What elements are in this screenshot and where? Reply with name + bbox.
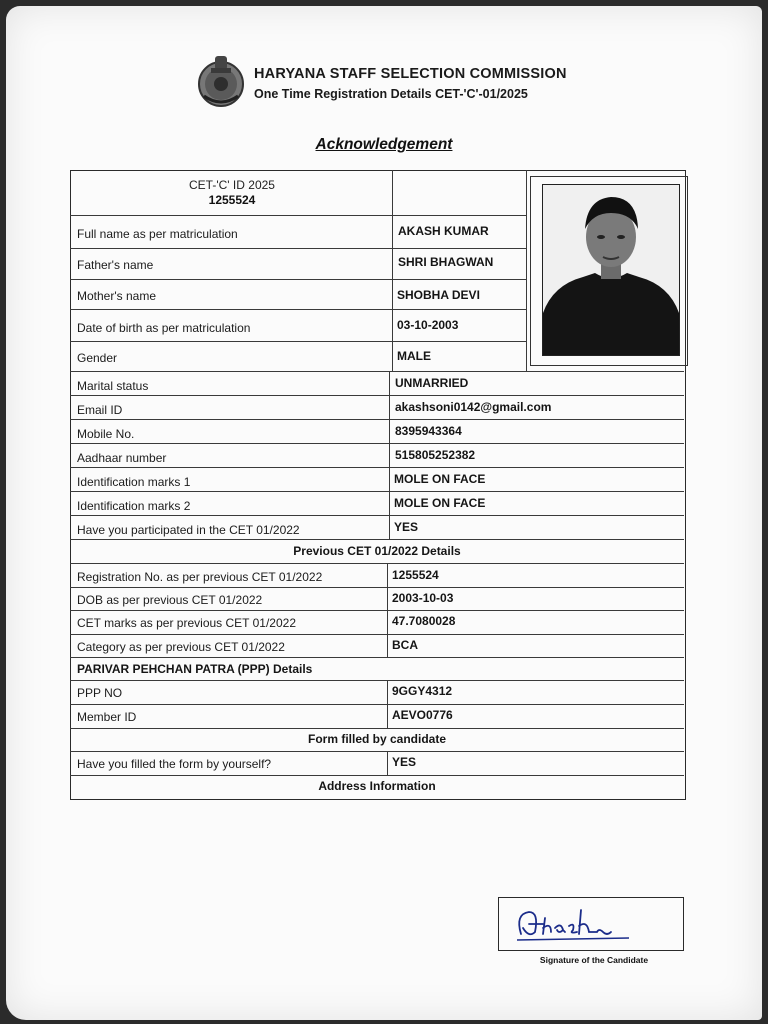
field-value: 1255524 bbox=[392, 568, 439, 582]
cet-id-block bbox=[72, 178, 392, 208]
handwritten-signature bbox=[499, 898, 683, 950]
field-label: Mother's name bbox=[77, 289, 156, 303]
field-value: 47.7080028 bbox=[392, 614, 456, 628]
field-label: PPP NO bbox=[77, 686, 123, 700]
field-value: YES bbox=[392, 755, 417, 769]
field-value: YES bbox=[394, 520, 419, 534]
section-heading-previous-cet: Previous CET 01/2022 Details bbox=[293, 544, 461, 558]
field-label: DOB as per previous CET 01/2022 bbox=[77, 593, 263, 607]
commission-title: HARYANA STAFF SELECTION COMMISSION bbox=[254, 66, 567, 82]
field-label: Father's name bbox=[77, 258, 154, 272]
document-title: Acknowledgement bbox=[315, 136, 453, 153]
field-label: Mobile No. bbox=[77, 427, 135, 441]
field-value: SHOBHA DEVI bbox=[397, 288, 480, 302]
section-heading-address: Address Information bbox=[318, 779, 436, 793]
field-label: Identification marks 1 bbox=[77, 475, 191, 489]
field-label: Date of birth as per matriculation bbox=[77, 321, 251, 335]
field-value: AEVO0776 bbox=[392, 708, 453, 722]
field-label: Identification marks 2 bbox=[77, 499, 191, 513]
cet-id-value: 1255524 bbox=[208, 193, 256, 207]
candidate-photo-image bbox=[543, 185, 679, 355]
signature-box bbox=[498, 897, 684, 951]
field-value: akashsoni0142@gmail.com bbox=[395, 400, 552, 414]
field-value: 8395943364 bbox=[395, 424, 462, 438]
cet-id-label: CET-'C' ID 2025 bbox=[189, 178, 275, 192]
section-heading-ppp: PARIVAR PEHCHAN PATRA (PPP) Details bbox=[77, 662, 313, 676]
field-label: Have you participated in the CET 01/2022 bbox=[77, 523, 300, 537]
section-heading-form-filled: Form filled by candidate bbox=[307, 732, 447, 746]
field-value: MOLE ON FACE bbox=[394, 496, 486, 510]
field-label: Marital status bbox=[77, 379, 149, 393]
field-value: BCA bbox=[392, 638, 418, 652]
field-value: 515805252382 bbox=[395, 448, 476, 462]
state-emblem-icon bbox=[196, 50, 246, 110]
field-label: Full name as per matriculation bbox=[77, 227, 238, 241]
field-label: Category as per previous CET 01/2022 bbox=[77, 640, 285, 654]
field-value: MOLE ON FACE bbox=[394, 472, 486, 486]
header bbox=[196, 50, 616, 112]
field-value: MALE bbox=[397, 349, 431, 363]
field-label: CET marks as per previous CET 01/2022 bbox=[77, 616, 296, 630]
registration-subtitle: One Time Registration Details CET-'C'-01/2025 bbox=[254, 87, 528, 101]
field-label: Registration No. as per previous CET 01/2022 bbox=[77, 570, 323, 584]
field-value: 2003-10-03 bbox=[392, 591, 454, 605]
field-label: Have you filled the form by yourself? bbox=[77, 757, 272, 771]
candidate-photo bbox=[542, 184, 680, 356]
field-value: 03-10-2003 bbox=[397, 318, 459, 332]
field-label: Aadhaar number bbox=[77, 451, 167, 465]
field-label: Email ID bbox=[77, 403, 123, 417]
field-value: 9GGY4312 bbox=[392, 684, 453, 698]
field-value: UNMARRIED bbox=[395, 376, 469, 390]
field-value: SHRI BHAGWAN bbox=[398, 255, 494, 269]
field-value: AKASH KUMAR bbox=[398, 224, 489, 238]
field-label: Gender bbox=[77, 351, 118, 365]
field-label: Member ID bbox=[77, 710, 137, 724]
signature-caption: Signature of the Candidate bbox=[539, 955, 649, 965]
